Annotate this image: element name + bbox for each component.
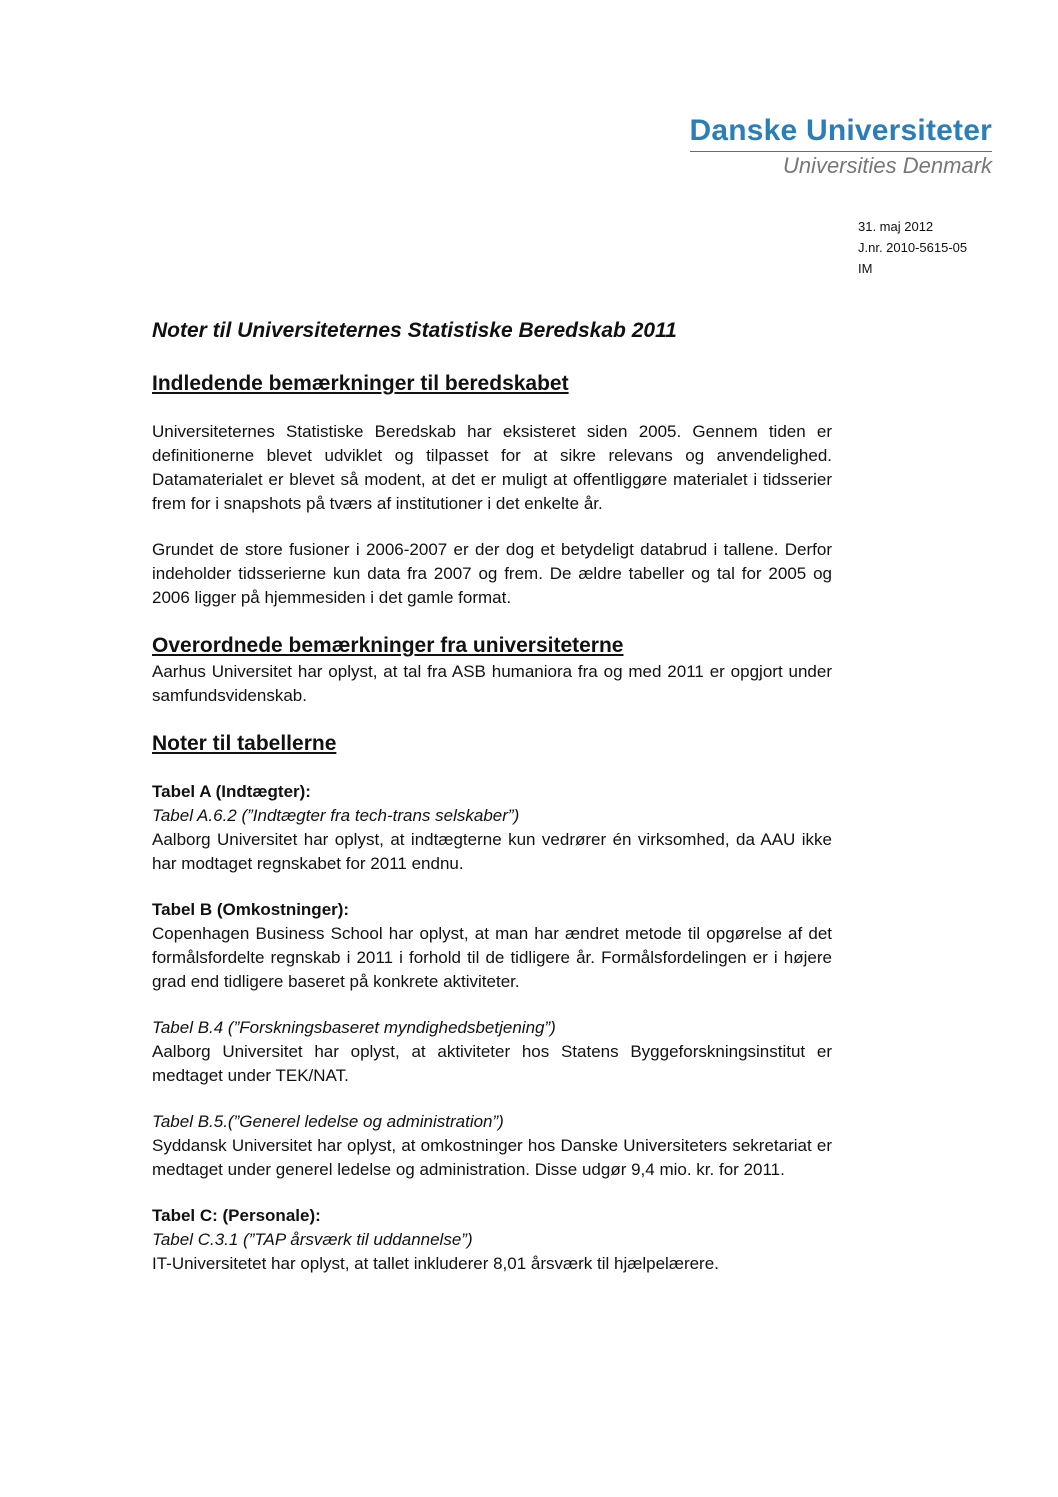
document-body [152, 316, 832, 1276]
journal-number: J.nr. 2010-5615-05 [858, 240, 968, 255]
document-date: 31. maj 2012 [858, 219, 934, 234]
tabel-b5-text: Syddansk Universitet har oplyst, at omkostninger hos Danske Universiteters sekretariat er medtaget under generel ledelse og administration. Disse udgør 9,4 mio. kr. for 2011. [152, 1136, 832, 1179]
tabel-a-text: Aalborg Universitet har oplyst, at indtægterne kun vedrører én virksomhed, da AAU ikke har modtaget regnskabet for 2011 endnu. [152, 830, 832, 873]
tabel-c-title: Tabel C: (Personale): [152, 1206, 321, 1225]
intro-heading: Indledende bemærkninger til beredskabet [152, 372, 569, 395]
intro-paragraph-1: Universiteternes Statistiske Beredskab har eksisteret siden 2005. Gennem tiden er definitionerne blevet udviklet og tilpasset for at sikre relevans og anvendelighed. Datamaterialet er blevet så modent, at det er muligt at offentliggøre materialet i tidsserier frem for i snapshots på tværs af institutioner i det enkelte år. [152, 422, 832, 513]
overall-heading: Overordnede bemærkninger fra universiteterne [152, 634, 624, 657]
tabel-c-subtitle: Tabel C.3.1 (”TAP årsværk til uddannelse”) [152, 1230, 473, 1249]
tabel-c-text: IT-Universitetet har oplyst, at tallet inkluderer 8,01 årsværk til hjælpelærere. [152, 1254, 719, 1273]
intro-paragraph-2: Grundet de store fusioner i 2006-2007 er der dog et betydeligt databrud i tallene. Derfor indeholder tidsserierne kun data fra 2007 og frem. De ældre tabeller og tal for 2005 og 2006 ligger på hjemmesiden i det gamle format. [152, 540, 832, 607]
tabel-b5-subtitle: Tabel B.5.(”Generel ledelse og administration”) [152, 1112, 504, 1131]
author-initials: IM [858, 261, 873, 276]
document-meta [858, 216, 967, 279]
logo-sub-text: Universities Denmark [782, 153, 992, 178]
tabel-b4-text: Aalborg Universitet har oplyst, at aktiviteter hos Statens Byggeforskningsinstitut er medtaget under TEK/NAT. [152, 1042, 832, 1085]
tabel-a-title: Tabel A (Indtægter): [152, 782, 311, 801]
notes-heading: Noter til tabellerne [152, 732, 337, 755]
document-title: Noter til Universiteternes Statistiske Beredskab 2011 [152, 319, 677, 342]
tabel-a-subtitle: Tabel A.6.2 (”Indtægter fra tech-trans selskaber”) [152, 806, 520, 825]
tabel-b4-subtitle: Tabel B.4 (”Forskningsbaseret myndighedsbetjening”) [152, 1018, 556, 1037]
tabel-b-text: Copenhagen Business School har oplyst, at man har ændret metode til opgørelse af det formålsfordelte regnskab i 2011 i forhold til de tidligere år. Formålsfordelingen er i højere grad end tidligere baseret på konkrete aktiviteter. [152, 924, 832, 991]
overall-paragraph: Aarhus Universitet har oplyst, at tal fra ASB humaniora fra og med 2011 er opgjort under samfundsvidenskab. [152, 662, 832, 705]
organization-logo [690, 114, 992, 179]
logo-main-text: Danske Universiteter [690, 114, 992, 152]
tabel-b-title: Tabel B (Omkostninger): [152, 900, 350, 919]
